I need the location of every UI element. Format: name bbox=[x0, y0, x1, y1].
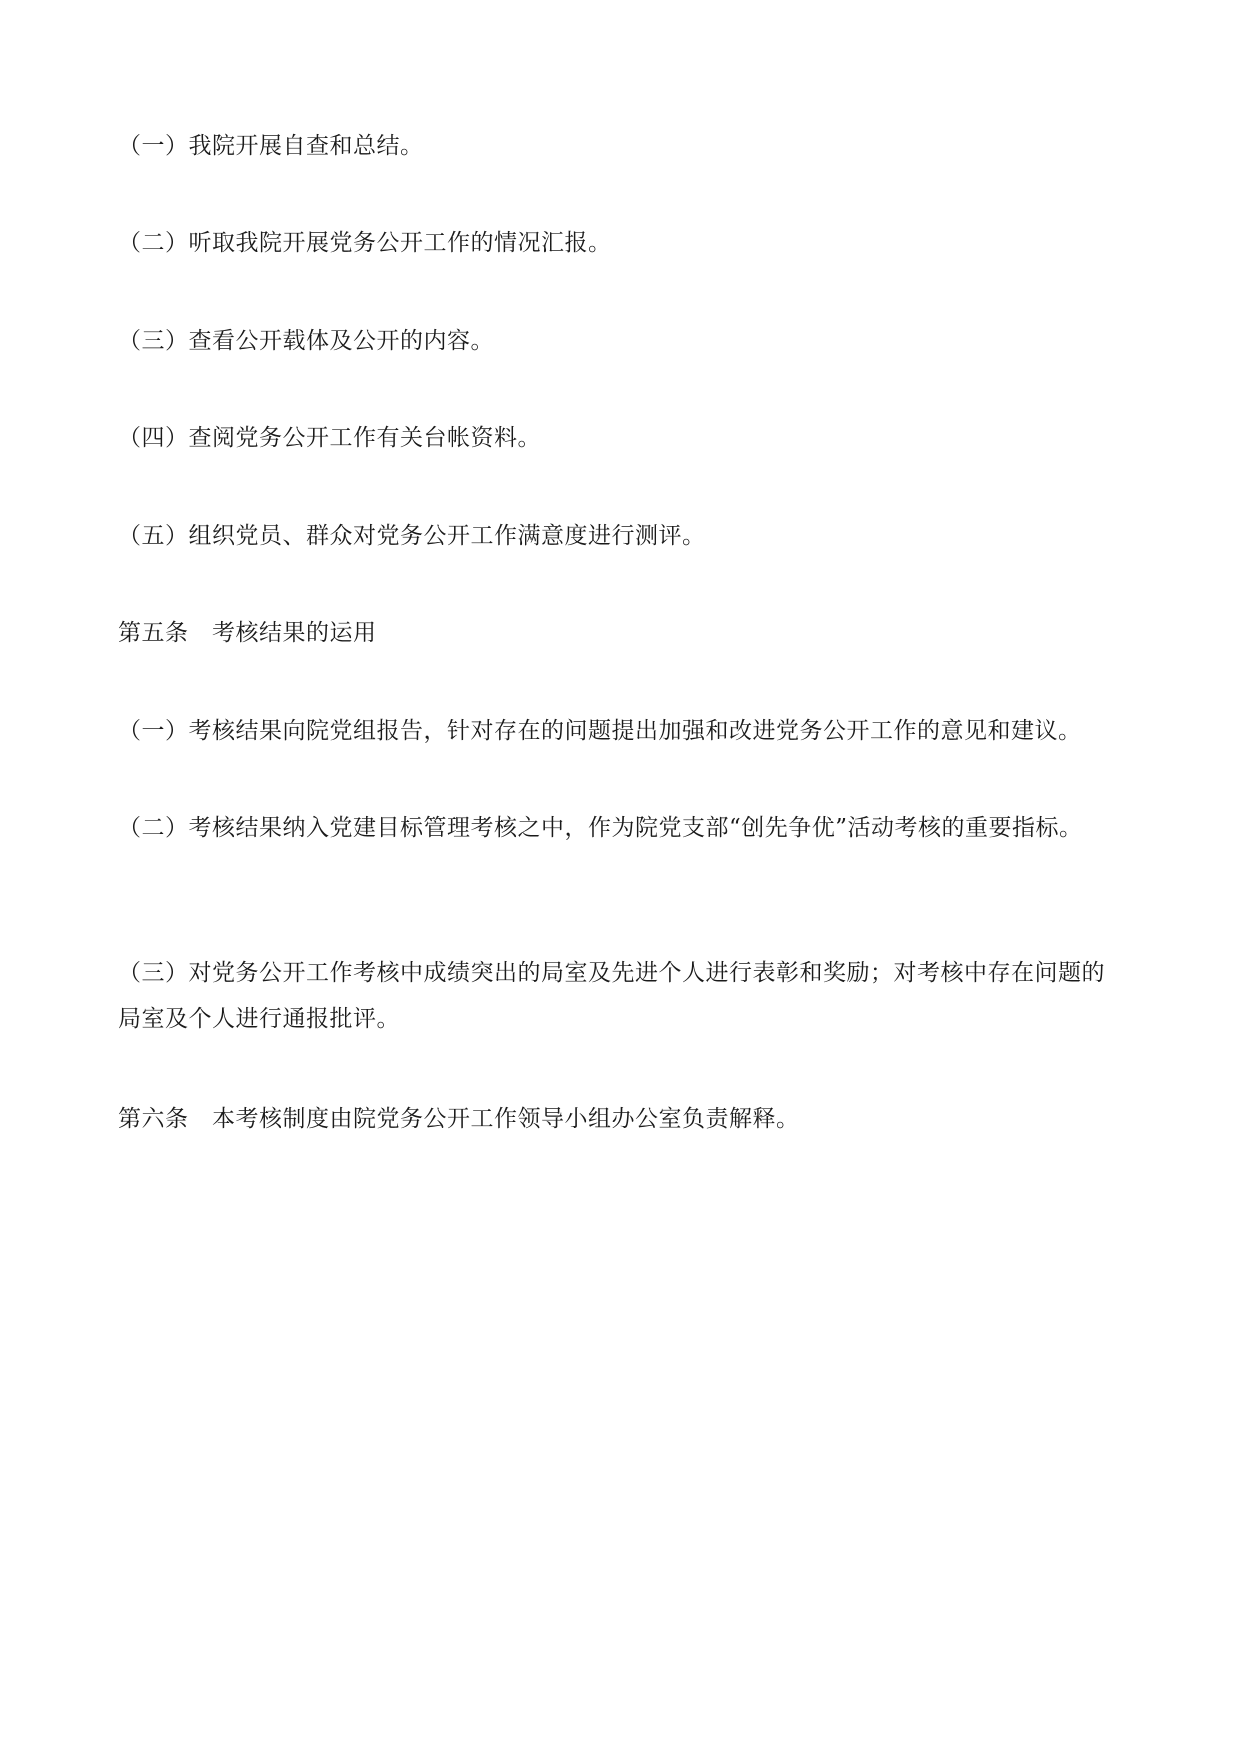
article-heading-5: 第五条 考核结果的运用 bbox=[118, 620, 377, 646]
paragraph-item-4: （四）查阅党务公开工作有关台帐资料。 bbox=[118, 425, 541, 451]
paragraph-item-5: （五）组织党员、群众对党务公开工作满意度进行测评。 bbox=[118, 523, 706, 549]
paragraph-result-2: （二）考核结果纳入党建目标管理考核之中，作为院党支部“创先争优”活动考核的重要指标。 bbox=[118, 815, 1083, 841]
paragraph-result-3: （三）对党务公开工作考核中成绩突出的局室及先进个人进行表彰和奖励；对考核中存在问题的局室及个人进行通报批评。 bbox=[118, 960, 1105, 1032]
paragraph-item-1: （一）我院开展自查和总结。 bbox=[118, 133, 424, 159]
paragraph-item-3: （三）查看公开载体及公开的内容。 bbox=[118, 328, 494, 354]
paragraph-item-2: （二）听取我院开展党务公开工作的情况汇报。 bbox=[118, 230, 612, 256]
paragraph-result-1: （一）考核结果向院党组报告，针对存在的问题提出加强和改进党务公开工作的意见和建议。 bbox=[118, 718, 1082, 744]
article-heading-6: 第六条 本考核制度由院党务公开工作领导小组办公室负责解释。 bbox=[118, 1106, 800, 1132]
